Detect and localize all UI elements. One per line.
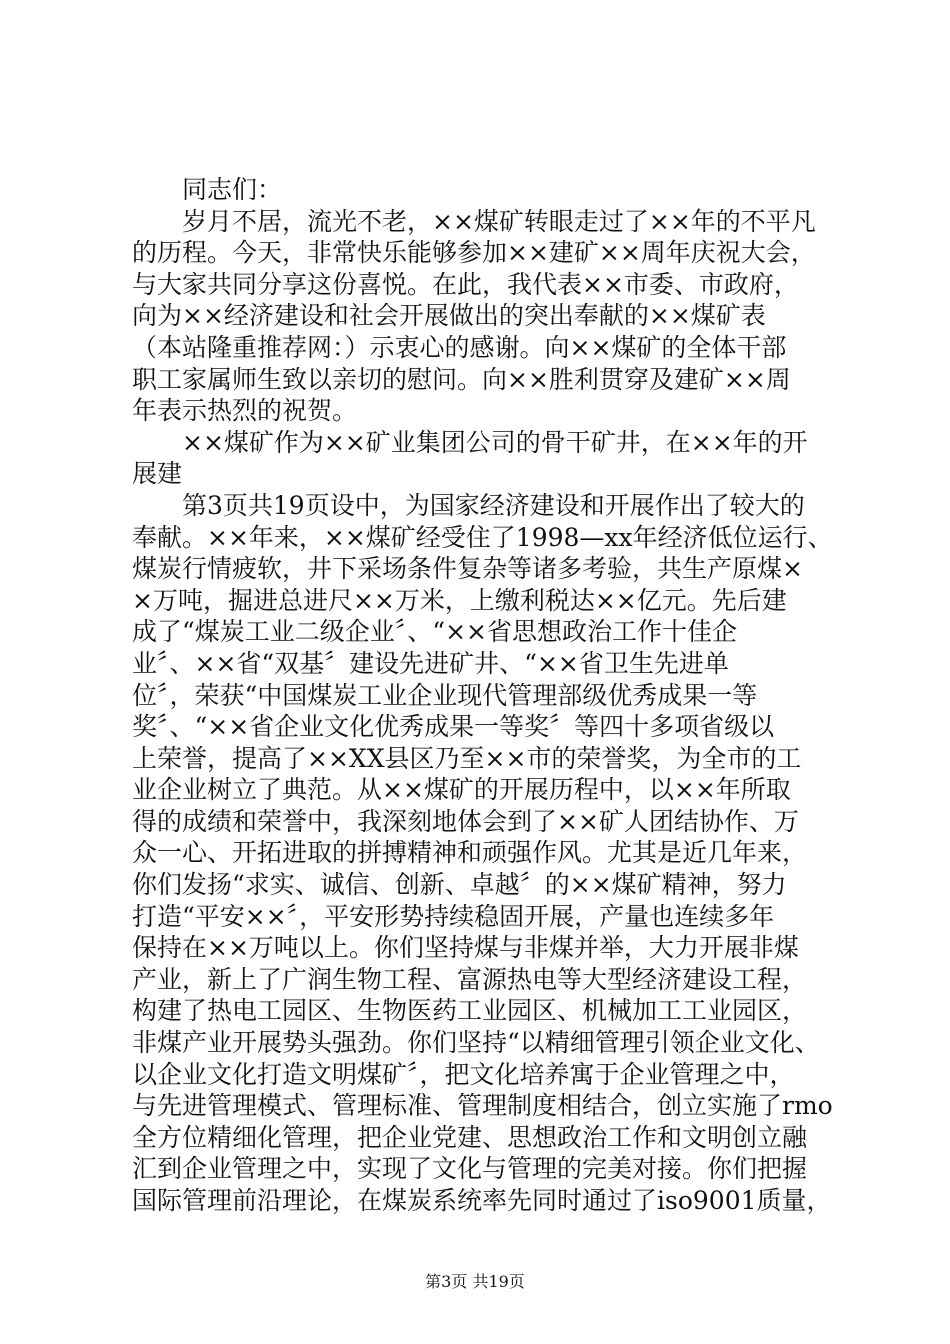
paragraph-line: 与大家共同分享这份喜悦。在此，我代表××市委、市政府， bbox=[132, 269, 799, 299]
paragraph-line: 岁月不居，流光不老，××煤矿转眼走过了××年的不平凡 bbox=[182, 206, 816, 236]
paragraph-line: 位〞，荣获“中国煤炭工业企业现代管理部级优秀成果一等 bbox=[132, 680, 758, 710]
paragraph-line: ××煤矿作为××矿业集团公司的骨干矿井，在××年的开 bbox=[182, 427, 808, 457]
paragraph-line: 构建了热电工园区、生物医药工业园区、机械加工工业园区， bbox=[132, 996, 808, 1026]
paragraph-line: 年表示热烈的祝贺。 bbox=[132, 396, 358, 426]
paragraph-line: 第3页共19页设中，为国家经济建设和开展作出了较大的 bbox=[182, 490, 805, 520]
paragraph-line: 非煤产业开展势头强劲。你们坚持“以精细管理引领企业文化、 bbox=[132, 1028, 820, 1058]
paragraph-line: 业企业树立了典范。从××煤矿的开展历程中，以××年所取 bbox=[132, 775, 791, 805]
paragraph-line: 保持在××万吨以上。你们坚持煤与非煤并举，大力开展非煤 bbox=[132, 933, 799, 963]
paragraph-line: 向为××经济建设和社会开展做出的突出奉献的××煤矿表 bbox=[132, 301, 766, 331]
page-number-footer: 第3页 共19页 bbox=[425, 1272, 525, 1291]
paragraph-line: （本站隆重推荐网：）示衷心的感谢。向××煤矿的全体干部 bbox=[132, 332, 787, 362]
paragraph-line: 职工家属师生致以亲切的慰问。向××胜利贯穿及建矿××周 bbox=[132, 364, 791, 394]
paragraph-line: ×万吨，掘进总进尺××万米，上缴利税达××亿元。先后建 bbox=[132, 585, 787, 615]
paragraph-line: 展建 bbox=[132, 459, 183, 489]
salutation-line: 同志们： bbox=[182, 175, 283, 204]
paragraph-line: 与先进管理模式、管理标准、管理制度相结合，创立实施了rmo bbox=[132, 1091, 833, 1121]
paragraph-line: 奉献。××年来，××煤矿经受住了1998—xx年经济低位运行、 bbox=[132, 522, 833, 552]
paragraph-line: 上荣誉，提高了××XX县区乃至××市的荣誉奖，为全市的工 bbox=[132, 743, 802, 773]
paragraph-line: 产业，新上了广润生物工程、富源热电等大型经济建设工程， bbox=[132, 964, 808, 994]
document-body bbox=[132, 174, 832, 1217]
paragraph-line: 你们发扬“求实、诚信、创新、卓越〞的××煤矿精神，努力 bbox=[132, 870, 787, 900]
paragraph-line: 成了“煤炭工业二级企业〞、“××省思想政治工作十佳企 bbox=[132, 617, 737, 647]
paragraph-line: 得的成绩和荣誉中，我深刻地体会到了××矿人团结协作、万 bbox=[132, 806, 799, 836]
paragraph-line: 煤炭行情疲软，井下采场条件复杂等诸多考验，共生产原煤× bbox=[132, 554, 803, 584]
paragraph-line: 以企业文化打造文明煤矿〞，把文化培养寓于企业管理之中， bbox=[132, 1059, 795, 1089]
paragraph-line: 全方位精细化管理，把企业党建、思想政治工作和文明创立融 bbox=[132, 1122, 808, 1152]
paragraph-line: 打造“平安××〞，平安形势持续稳固开展，产量也连续多年 bbox=[132, 901, 775, 931]
paragraph-line: 汇到企业管理之中，实现了文化与管理的完美对接。你们把握 bbox=[132, 1154, 808, 1184]
paragraph-line: 国际管理前沿理论，在煤炭系统率先同时通过了iso9001质量， bbox=[132, 1186, 832, 1215]
paragraph-line: 业〞、××省“双基〞建设先进矿井、“××省卫生先进单 bbox=[132, 648, 729, 678]
paragraph-line: 的历程。今天，非常快乐能够参加××建矿××周年庆祝大会， bbox=[132, 238, 816, 268]
paragraph-line: 众一心、开拓进取的拼搏精神和顽强作风。尤其是近几年来， bbox=[132, 838, 808, 868]
paragraph-line: 奖〞、“××省企业文化优秀成果一等奖〞等四十多项省级以 bbox=[132, 712, 775, 742]
